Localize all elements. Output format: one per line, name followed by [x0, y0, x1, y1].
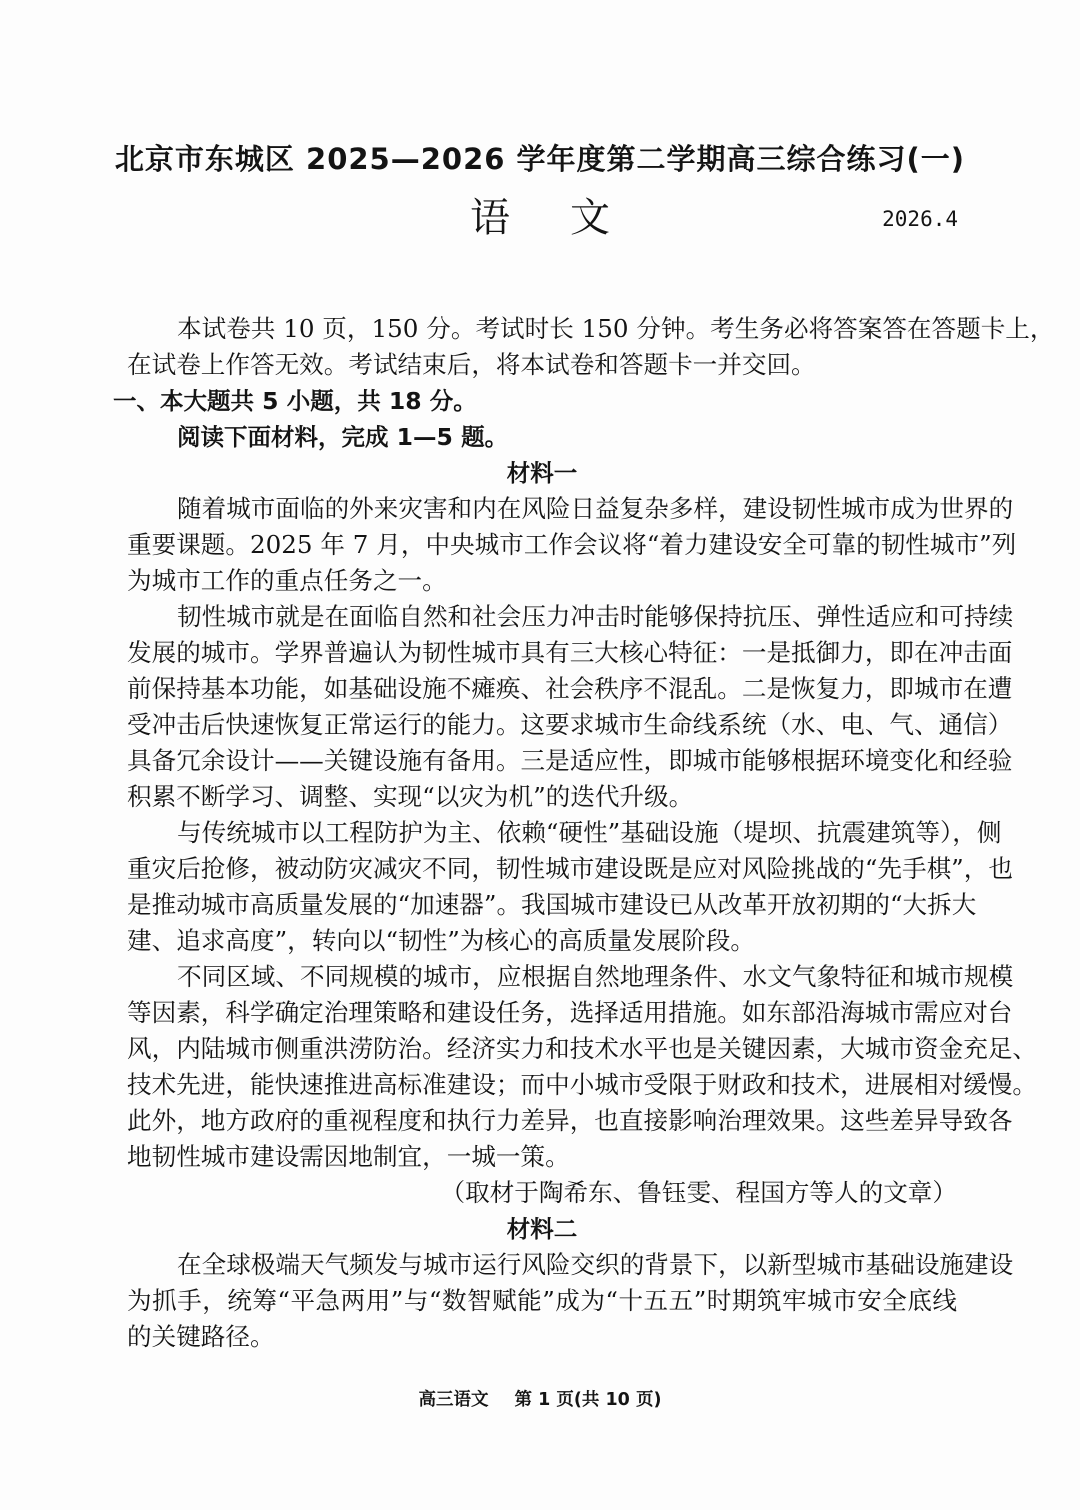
material-2-title: 材料二 — [506, 1215, 578, 1243]
material-1-line: 韧性城市就是在面临自然和社会压力冲击时能够保持抗压、弹性适应和可持续 — [177, 602, 1014, 631]
material-1-line: 为城市工作的重点任务之一。 — [127, 566, 447, 595]
material-1-line: 随着城市面临的外来灾害和内在风险日益复杂多样，建设韧性城市成为世界的 — [177, 494, 1014, 523]
material-1-line: 前保持基本功能，如基础设施不瘫痪、社会秩序不混乱。二是恢复力，即城市在遭 — [127, 674, 1013, 703]
material-1-line: 具备冗余设计——关键设施有备用。三是适应性，即城市能够根据环境变化和经验 — [127, 746, 1013, 775]
section-instruction: 阅读下面材料，完成 1—5 题。 — [177, 423, 509, 451]
material-1-line: 不同区域、不同规模的城市，应根据自然地理条件、水文气象特征和城市规模 — [177, 962, 1014, 991]
material-1-line: 与传统城市以工程防护为主、依赖“硬性”基础设施（堤坝、抗震建筑等），侧 — [177, 818, 1002, 847]
material-1-line: 技术先进，能快速推进高标准建设；而中小城市受限于财政和技术，进展相对缓慢。 — [127, 1070, 1037, 1099]
material-1-line: 是推动城市高质量发展的“加速器”。我国城市建设已从改革开放初期的“大拆大 — [127, 890, 977, 919]
material-1-line: 发展的城市。学界普遍认为韧性城市具有三大核心特征：一是抵御力，即在冲击面 — [127, 638, 1013, 667]
material-1-line: 等因素，科学确定治理策略和建设任务，选择适用措施。如东部沿海城市需应对台 — [127, 998, 1013, 1027]
section-heading: 一、本大题共 5 小题，共 18 分。 — [113, 387, 477, 415]
footer-page-number: 第 1 页(共 10 页) — [514, 1390, 662, 1410]
material-2-line: 在全球极端天气频发与城市运行风险交织的背景下，以新型城市基础设施建设 — [177, 1250, 1014, 1279]
material-1-line: 建、追求高度”，转向以“韧性”为核心的高质量发展阶段。 — [127, 926, 755, 955]
page-title: 北京市东城区 2025—2026 学年度第二学期高三综合练习(一) — [114, 142, 966, 176]
subject-char-2: 文 — [570, 195, 610, 241]
material-1-line: 重灾后抢修，被动防灾减灾不同，韧性城市建设既是应对风险挑战的“先手棋”，也 — [127, 854, 1013, 883]
subject-char-1: 语 — [470, 195, 510, 241]
material-2-line: 为抓手，统筹“平急两用”与“数智赋能”成为“十五五”时期筑牢城市安全底线 — [127, 1286, 957, 1315]
material-1-source: （取材于陶希东、鲁钰雯、程国方等人的文章） — [440, 1178, 957, 1207]
material-1-line: 受冲击后快速恢复正常运行的能力。这要求城市生命线系统（水、电、气、通信） — [127, 710, 1013, 739]
exam-body — [113, 311, 1055, 1355]
material-1-line: 风，内陆城市侧重洪涝防治。经济实力和技术水平也是关键因素，大城市资金充足、 — [127, 1034, 1037, 1063]
exam-date: 2026.4 — [882, 207, 958, 231]
material-1-line: 地韧性城市建设需因地制宜，一城一策。 — [127, 1142, 570, 1171]
footer-course: 高三语文 — [418, 1390, 489, 1410]
material-1-line: 此外，地方政府的重视程度和执行力差异，也直接影响治理效果。这些差异导致各 — [127, 1106, 1013, 1135]
material-1-line: 积累不断学习、调整、实现“以灾为机”的迭代升级。 — [127, 782, 694, 811]
intro-line-1: 本试卷共 10 页，150 分。考试时长 150 分钟。考生务必将答案答在答题卡上， — [177, 314, 1055, 343]
material-1-title: 材料一 — [506, 459, 578, 487]
material-1-line: 重要课题。2025 年 7 月，中央城市工作会议将“着力建设安全可靠的韧性城市”列 — [127, 530, 1017, 559]
material-2-line: 的关键路径。 — [127, 1322, 275, 1351]
page-footer — [0, 1386, 1080, 1411]
intro-line-2: 在试卷上作答无效。考试结束后，将本试卷和答题卡一并交回。 — [127, 350, 816, 379]
